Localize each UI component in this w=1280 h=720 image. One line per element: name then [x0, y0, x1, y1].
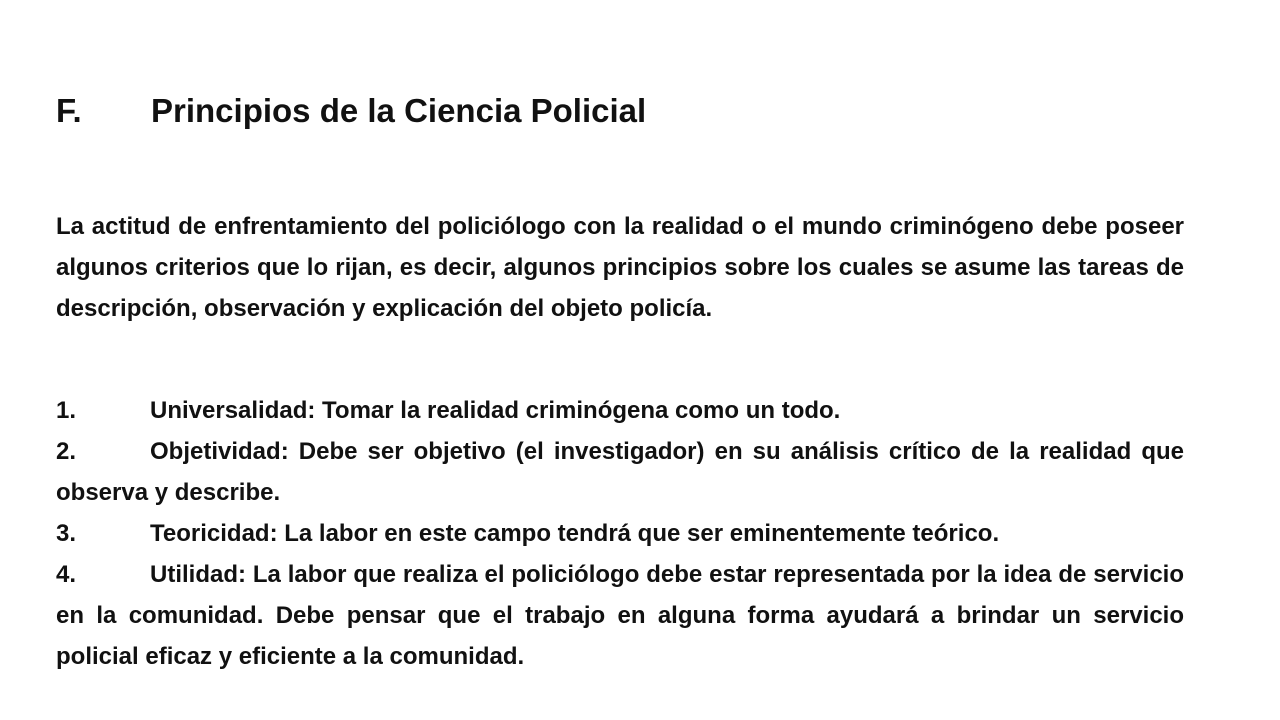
- item-text: Utilidad: La labor que realiza el policiólogo debe estar representada por la idea de servicio en la comunidad. Debe pensar que el trabajo en alguna forma ayudará a brindar un servicio policial eficaz y eficiente a la comunidad.: [56, 561, 1184, 670]
- item-text: Objetividad: Debe ser objetivo (el investigador) en su análisis crítico de la realidad que observa y describe.: [56, 438, 1184, 506]
- item-number: 2.: [56, 438, 77, 465]
- principles-list: [56, 390, 1184, 677]
- list-item: [56, 390, 1184, 431]
- item-text: Teoricidad: La labor en este campo tendrá que ser eminentemente teórico.: [150, 520, 1000, 547]
- list-item: [56, 554, 1184, 677]
- section-heading: [56, 88, 1226, 134]
- item-text: Universalidad: Tomar la realidad criminógena como un todo.: [150, 397, 841, 424]
- intro-paragraph: La actitud de enfrentamiento del policiólogo con la realidad o el mundo criminógeno debe poseer algunos criterios que lo rijan, es decir, algunos principios sobre los cuales se asume las tareas de descripción, observación y explicación del objeto policía.: [56, 213, 1184, 322]
- item-number: 3.: [56, 520, 77, 547]
- list-item: [56, 431, 1184, 513]
- item-number: 4.: [56, 561, 77, 588]
- section-title: Principios de la Ciencia Policial: [151, 92, 647, 129]
- section-marker: F.: [56, 92, 82, 129]
- list-item: [56, 513, 1184, 554]
- item-number: 1.: [56, 397, 77, 424]
